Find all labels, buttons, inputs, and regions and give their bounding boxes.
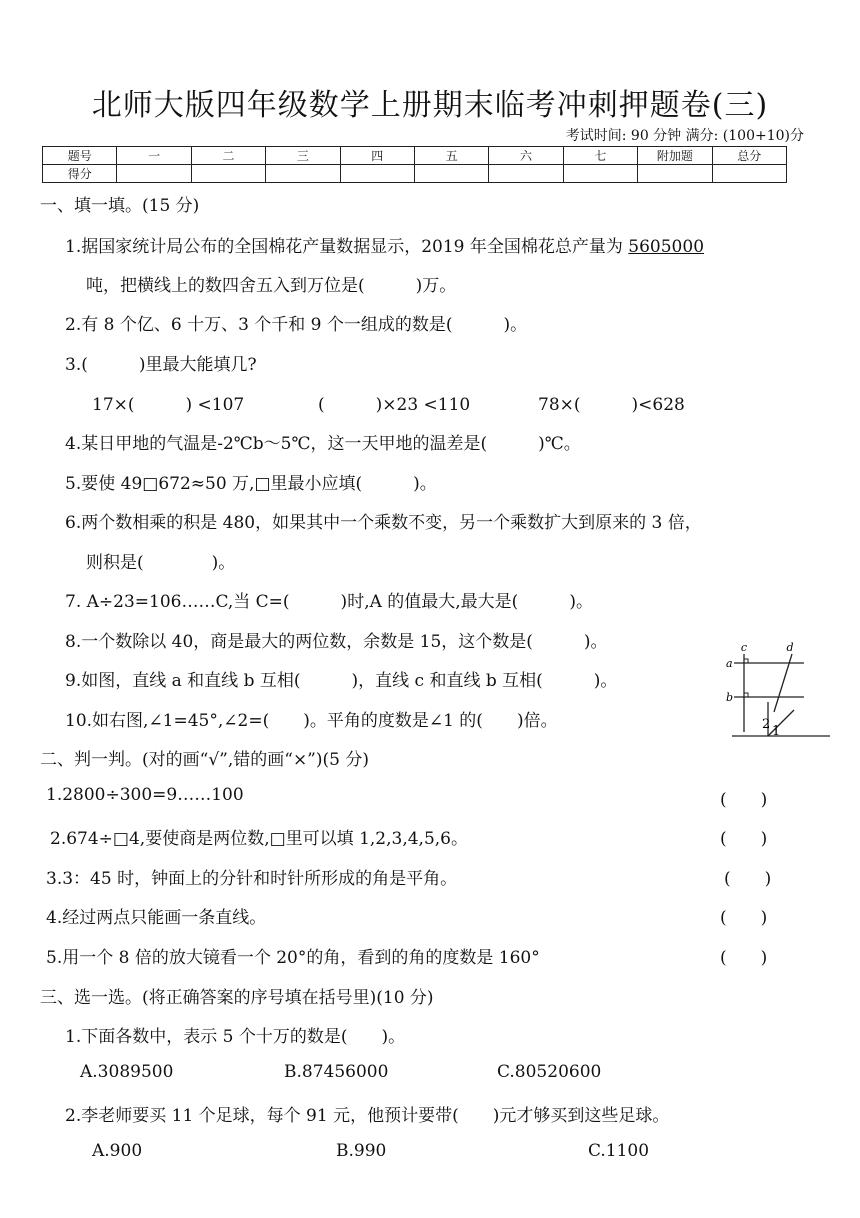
angle-2-label: 2 — [762, 717, 771, 732]
question-1-10: 10.如右图,∠1=45°,∠2=( )。平角的度数是∠1 的( )倍。 — [65, 711, 558, 731]
label-b: b — [726, 691, 734, 704]
angle-1-label: 1 — [772, 724, 781, 739]
score-table-score-row — [43, 165, 787, 183]
score-table-header: 七 — [563, 147, 637, 165]
answer-box[interactable]: ( ) — [720, 790, 768, 810]
score-table-header: 三 — [266, 147, 340, 165]
judge-item-4: 4.经过两点只能画一条直线。 — [46, 908, 267, 928]
underlined-number: 5605000 — [628, 237, 705, 257]
judge-item-1: 1.2800÷300=9……100 — [46, 785, 244, 805]
choice-question-2: 2.李老师要买 11 个足球，每个 91 元，他预计要带( )元才够买到这些足球。 — [65, 1106, 670, 1126]
question-1-2: 2.有 8 个亿、6 十万、3 个千和 9 个一组成的数是( )。 — [65, 315, 528, 335]
question-1-1-line1 — [65, 232, 704, 257]
answer-box[interactable]: ( ) — [720, 908, 768, 928]
score-table-header: 题号 — [43, 147, 117, 165]
score-cell[interactable] — [117, 165, 191, 183]
judge-item-5: 5.用一个 8 倍的放大镜看一个 20°的角，看到的角的度数是 160° — [46, 948, 540, 968]
question-1-4: 4.某日甲地的气温是-2℃b～5℃，这一天甲地的温差是( )℃。 — [65, 434, 581, 454]
option-c: C.80520600 — [497, 1062, 602, 1082]
choice-question-1: 1.下面各数中，表示 5 个十万的数是( )。 — [65, 1027, 406, 1047]
label-a: a — [726, 657, 733, 670]
geometry-figure — [722, 640, 832, 740]
score-table-header: 附加题 — [638, 147, 712, 165]
score-cell[interactable] — [712, 165, 786, 183]
page-title: 北师大版四年级数学上册期末临考冲刺押题卷(三) — [91, 88, 769, 123]
answer-box[interactable]: ( ) — [724, 869, 772, 889]
score-cell[interactable] — [414, 165, 488, 183]
score-cell[interactable] — [266, 165, 340, 183]
question-1-6-line2: 则积是( )。 — [86, 553, 236, 573]
score-row-label: 得分 — [43, 165, 117, 183]
question-1-3-a: 17×( ) <107 — [92, 395, 245, 415]
score-table-header: 四 — [340, 147, 414, 165]
score-cell[interactable] — [563, 165, 637, 183]
option-b: B.87456000 — [284, 1062, 389, 1082]
question-1-5: 5.要使 49□672≈50 万,□里最小应填( )。 — [65, 474, 437, 494]
score-table — [42, 146, 787, 183]
score-table-header: 六 — [489, 147, 563, 165]
section3-heading: 三、选一选。(将正确答案的序号填在括号里)(10 分) — [40, 988, 434, 1008]
section1-heading: 一、填一填。(15 分) — [40, 196, 200, 216]
option-a: A.900 — [92, 1141, 143, 1161]
score-cell[interactable] — [340, 165, 414, 183]
question-1-8: 8.一个数除以 40，商是最大的两位数，余数是 15，这个数是( )。 — [65, 632, 608, 652]
label-c: c — [740, 641, 748, 654]
question-1-6-line1: 6.两个数相乘的积是 480，如果其中一个乘数不变，另一个乘数扩大到原来的 3 倍， — [65, 513, 702, 533]
score-cell[interactable] — [489, 165, 563, 183]
answer-box[interactable]: ( ) — [720, 948, 768, 968]
question-1-3: 3.( )里最大能填几? — [65, 355, 257, 375]
question-1-9: 9.如图，直线 a 和直线 b 互相( )，直线 c 和直线 b 互相( )。 — [65, 671, 618, 691]
question-1-7: 7. A÷23=106……C,当 C=( )时,A 的值最大,最大是( )。 — [65, 592, 593, 612]
exam-info: 考试时间: 90 分钟 满分: (100+10)分 — [565, 128, 804, 144]
score-table-header: 总分 — [712, 147, 786, 165]
judge-item-2: 2.674÷□4,要使商是两位数,□里可以填 1,2,3,4,5,6。 — [50, 829, 468, 849]
judge-item-3: 3.3：45 时，钟面上的分针和时针所形成的角是平角。 — [46, 869, 458, 889]
question-1-3-c: 78×( )<628 — [538, 395, 685, 415]
score-table-header: 一 — [117, 147, 191, 165]
score-cell[interactable] — [638, 165, 712, 183]
section2-heading: 二、判一判。(对的画“√”,错的画“×”)(5 分) — [40, 750, 369, 770]
question-text: 1.据国家统计局公布的全国棉花产量数据显示，2019 年全国棉花总产量为 — [65, 237, 629, 257]
option-b: B.990 — [336, 1141, 387, 1161]
option-a: A.3089500 — [80, 1062, 174, 1082]
question-1-1-line2: 吨，把横线上的数四舍五入到万位是( )万。 — [86, 276, 457, 296]
option-c: C.1100 — [588, 1141, 650, 1161]
label-d: d — [786, 641, 794, 654]
score-table-header: 二 — [191, 147, 265, 165]
score-table-header: 五 — [414, 147, 488, 165]
score-table-header-row — [43, 147, 787, 165]
question-1-3-b: ( )×23 <110 — [318, 395, 471, 415]
answer-box[interactable]: ( ) — [720, 829, 768, 849]
score-cell[interactable] — [191, 165, 265, 183]
